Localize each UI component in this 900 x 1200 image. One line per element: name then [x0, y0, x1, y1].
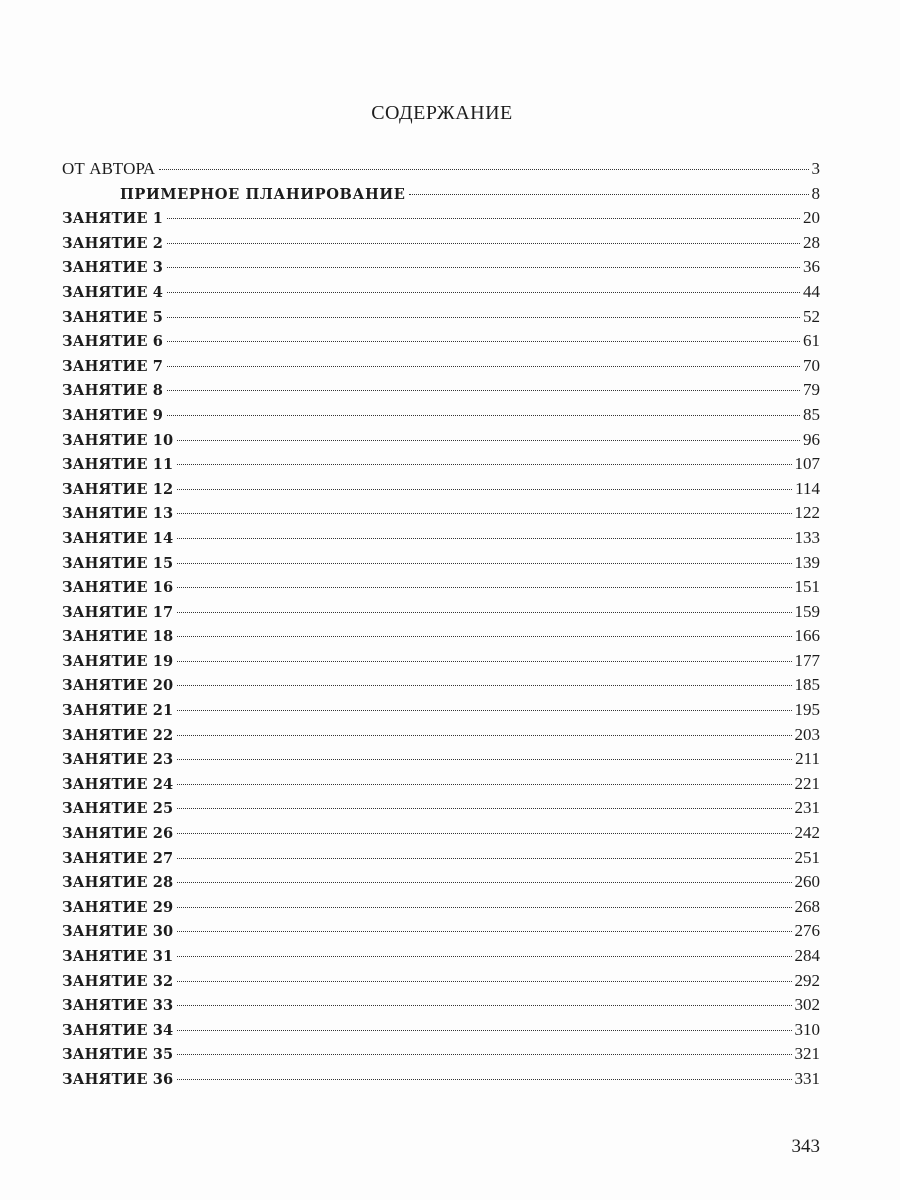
- toc-entry-label: ЗАНЯТИЕ 24: [62, 775, 174, 793]
- dot-leader: [167, 317, 800, 318]
- toc-entry-page: 331: [794, 1068, 820, 1088]
- toc-entry-page: 231: [794, 798, 820, 818]
- toc-entry-label: ЗАНЯТИЕ 29: [62, 898, 174, 916]
- toc-entry-page: 211: [795, 749, 820, 769]
- toc-entry-page: 268: [794, 896, 820, 916]
- page-number: 343: [791, 1136, 820, 1157]
- dot-leader: [177, 513, 791, 514]
- dot-leader: [177, 636, 791, 637]
- toc-entry-page: 159: [794, 601, 820, 621]
- toc-entry: [62, 501, 820, 526]
- toc-entry: [62, 526, 820, 551]
- dot-leader: [177, 685, 791, 686]
- toc-entry: [62, 796, 820, 821]
- toc-entry-label: ЗАНЯТИЕ 22: [62, 726, 174, 744]
- dot-leader: [177, 981, 791, 982]
- toc-entry: [62, 772, 820, 797]
- toc-entry: [62, 895, 820, 920]
- toc-entry-page: 310: [794, 1019, 820, 1039]
- dot-leader: [177, 464, 791, 465]
- toc-entry-label: ЗАНЯТИЕ 11: [62, 456, 174, 474]
- dot-leader: [177, 1079, 791, 1080]
- toc-entry: [62, 821, 820, 846]
- toc-entry: [62, 403, 820, 428]
- toc-entry-page: 302: [794, 995, 820, 1015]
- toc-entry: [62, 255, 820, 280]
- toc-entry-label: ЗАНЯТИЕ 5: [62, 308, 163, 326]
- toc-entry-page: 36: [803, 257, 820, 277]
- toc-entry-page: 292: [794, 970, 820, 990]
- table-of-contents: [62, 157, 820, 1092]
- toc-entry-page: 44: [803, 281, 820, 301]
- toc-entry-page: 151: [794, 577, 820, 597]
- toc-entry-label: ОТ АВТОРА: [62, 159, 156, 178]
- toc-entry: [62, 354, 820, 379]
- toc-entry: [62, 846, 820, 871]
- toc-entry-label: ЗАНЯТИЕ 25: [62, 800, 174, 818]
- toc-entry-page: 177: [794, 650, 820, 670]
- toc-entry-label: ЗАНЯТИЕ 13: [62, 505, 174, 523]
- dot-leader: [177, 710, 791, 711]
- toc-entry-page: 96: [803, 429, 820, 449]
- toc-entry-label: ЗАНЯТИЕ 16: [62, 579, 174, 597]
- dot-leader: [177, 956, 791, 957]
- toc-entry-page: 8: [811, 183, 820, 203]
- toc-entry-page: 20: [803, 208, 820, 228]
- toc-entry-label: ЗАНЯТИЕ 19: [62, 652, 174, 670]
- dot-leader: [177, 587, 791, 588]
- dot-leader: [177, 440, 800, 441]
- toc-entry-label: ЗАНЯТИЕ 12: [62, 480, 174, 498]
- dot-leader: [177, 808, 791, 809]
- dot-leader: [167, 390, 800, 391]
- toc-entry: [62, 1067, 820, 1092]
- toc-entry: [62, 969, 820, 994]
- toc-entry-label: ЗАНЯТИЕ 9: [62, 406, 163, 424]
- toc-entry: [62, 206, 820, 231]
- toc-entry: [62, 305, 820, 330]
- page-title: СОДЕРЖАНИЕ: [371, 102, 513, 124]
- toc-entry-label: ЗАНЯТИЕ 31: [62, 948, 174, 965]
- toc-entry: [62, 157, 820, 182]
- toc-entry: [62, 600, 820, 625]
- toc-entry-page: 107: [794, 454, 820, 474]
- dot-leader: [177, 735, 791, 736]
- toc-entry-page: 251: [794, 847, 820, 867]
- toc-entry: [62, 428, 820, 453]
- toc-entry: [62, 1042, 820, 1067]
- dot-leader: [177, 1054, 791, 1055]
- toc-entry: [62, 723, 820, 748]
- toc-entry-page: 3: [811, 159, 820, 178]
- dot-leader: [167, 243, 800, 244]
- toc-entry: [62, 919, 820, 944]
- toc-entry-label: ЗАНЯТИЕ 33: [62, 997, 174, 1015]
- toc-entry: [62, 231, 820, 256]
- toc-entry-label: ЗАНЯТИЕ 36: [62, 1070, 174, 1088]
- toc-entry: [62, 280, 820, 305]
- toc-entry-page: 185: [794, 675, 820, 695]
- dot-leader: [167, 292, 800, 293]
- toc-entry-page: 321: [794, 1044, 820, 1064]
- toc-entry-label: ЗАНЯТИЕ 27: [62, 849, 174, 867]
- toc-entry-label: ЗАНЯТИЕ 32: [62, 972, 174, 990]
- toc-entry-label: ЗАНЯТИЕ 20: [62, 677, 174, 695]
- toc-entry: [62, 698, 820, 723]
- toc-entry: [62, 551, 820, 576]
- toc-entry-page: 242: [794, 823, 820, 843]
- dot-leader: [177, 538, 791, 539]
- toc-entry: [62, 329, 820, 354]
- toc-entry-page: 70: [803, 355, 820, 375]
- toc-entry: [62, 378, 820, 403]
- toc-entry-label: ЗАНЯТИЕ 23: [62, 751, 174, 769]
- toc-entry-label: ЗАНЯТИЕ 3: [62, 259, 163, 277]
- toc-entry: [62, 182, 820, 207]
- toc-entry-label: ЗАНЯТИЕ 17: [62, 603, 174, 621]
- toc-entry-page: 61: [803, 331, 820, 351]
- dot-leader: [177, 489, 792, 490]
- toc-entry-page: 276: [794, 921, 820, 941]
- toc-entry: [62, 452, 820, 477]
- dot-leader: [167, 267, 800, 268]
- toc-entry-label: ЗАНЯТИЕ 10: [62, 431, 174, 449]
- toc-entry-label: ЗАНЯТИЕ 30: [62, 923, 174, 941]
- toc-entry: [62, 649, 820, 674]
- toc-entry-label: ЗАНЯТИЕ 18: [62, 628, 174, 646]
- toc-entry-page: 166: [794, 626, 820, 646]
- dot-leader: [167, 341, 800, 342]
- dot-leader: [177, 931, 791, 932]
- toc-entry-label: ЗАНЯТИЕ 6: [62, 333, 163, 351]
- toc-entry-page: 122: [794, 503, 820, 523]
- toc-entry-label: ЗАНЯТИЕ 15: [62, 554, 174, 572]
- dot-leader: [159, 169, 808, 170]
- dot-leader: [177, 1005, 791, 1006]
- toc-entry: [62, 1018, 820, 1043]
- toc-entry-label: ЗАНЯТИЕ 21: [62, 702, 174, 720]
- toc-entry-page: 79: [803, 380, 820, 400]
- toc-entry: [62, 624, 820, 649]
- toc-entry-page: 260: [794, 872, 820, 892]
- toc-entry-label: ЗАНЯТИЕ 7: [62, 357, 163, 375]
- toc-entry-page: 28: [803, 232, 820, 252]
- toc-entry-page: 195: [794, 700, 820, 720]
- dot-leader: [177, 661, 791, 662]
- dot-leader: [177, 759, 792, 760]
- toc-entry-page: 284: [794, 946, 820, 965]
- dot-leader: [177, 563, 791, 564]
- toc-entry-label: ЗАНЯТИЕ 35: [62, 1046, 174, 1064]
- toc-entry-page: 203: [794, 724, 820, 744]
- toc-entry: [62, 870, 820, 895]
- toc-entry-page: 114: [795, 478, 820, 498]
- dot-leader: [409, 194, 808, 195]
- toc-entry: [62, 993, 820, 1018]
- dot-leader: [177, 858, 791, 859]
- toc-entry-page: 85: [803, 404, 820, 424]
- toc-entry-label: ЗАНЯТИЕ 14: [62, 529, 174, 547]
- toc-entry: [62, 477, 820, 502]
- toc-entry-page: 133: [794, 527, 820, 547]
- toc-entry-page: 52: [803, 306, 820, 326]
- toc-entry-label: ЗАНЯТИЕ 4: [62, 283, 163, 301]
- dot-leader: [177, 833, 791, 834]
- dot-leader: [177, 1030, 791, 1031]
- dot-leader: [167, 366, 800, 367]
- toc-entry: [62, 944, 820, 969]
- toc-entry-label: ЗАНЯТИЕ 28: [62, 874, 174, 892]
- toc-entry: [62, 575, 820, 600]
- dot-leader: [177, 882, 791, 883]
- toc-entry-label: ЗАНЯТИЕ 34: [62, 1021, 174, 1039]
- dot-leader: [167, 415, 800, 416]
- toc-entry: [62, 747, 820, 772]
- toc-entry-label: ЗАНЯТИЕ 8: [62, 382, 163, 400]
- dot-leader: [167, 218, 800, 219]
- toc-entry: [62, 673, 820, 698]
- toc-entry-label: ЗАНЯТИЕ 2: [62, 234, 163, 252]
- dot-leader: [177, 907, 791, 908]
- dot-leader: [177, 784, 791, 785]
- dot-leader: [177, 612, 791, 613]
- toc-entry-label: ЗАНЯТИЕ 1: [62, 210, 163, 228]
- toc-entry-page: 221: [794, 773, 820, 793]
- toc-entry-label: ЗАНЯТИЕ 26: [62, 825, 174, 843]
- toc-entry-label: ПРИМЕРНОЕ ПЛАНИРОВАНИЕ: [120, 185, 406, 203]
- toc-entry-page: 139: [794, 552, 820, 572]
